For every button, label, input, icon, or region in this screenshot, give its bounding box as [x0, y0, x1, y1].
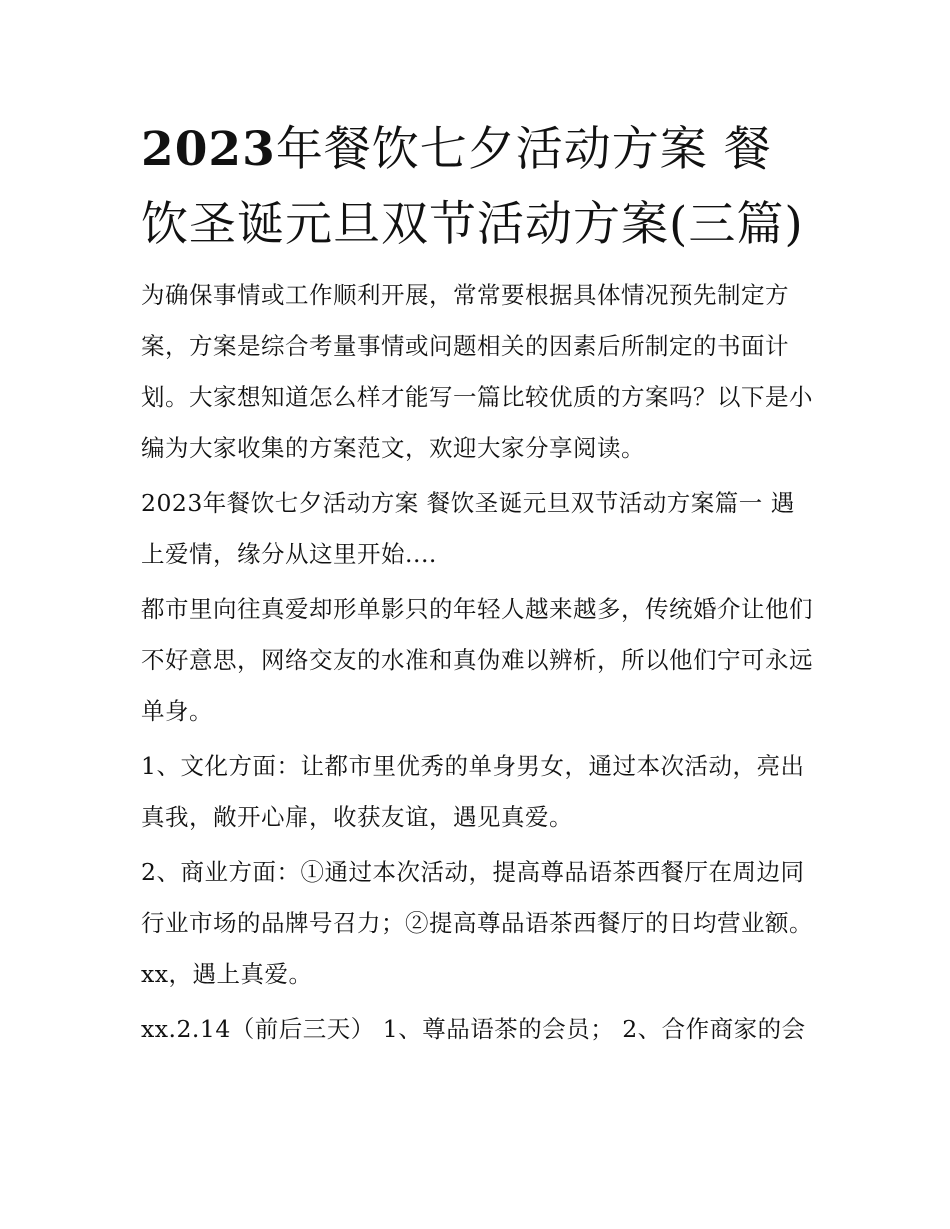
intro-paragraph: 为确保事情或工作顺利开展，常常要根据具体情况预先制定方案，方案是综合考量事情或问题相关的因素后所制定的书面计划。大家想知道怎么样才能写一篇比较优质的方案吗？以下是小编为大家收集的方案范文，欢迎大家分享阅读。	[141, 281, 813, 462]
section-heading-paragraph: 2023年餐饮七夕活动方案 餐饮圣诞元旦双节活动方案篇一 遇上爱情，缘分从这里开始....	[141, 489, 795, 568]
document-page	[141, 112, 817, 1059]
business-goal-paragraph: 2、商业方面：①通过本次活动，提高尊品语茶西餐厅在周边同行业市场的品牌号召力；②提高尊品语茶西餐厅的日均营业额。 xx，遇上真爱。	[141, 858, 813, 988]
culture-goal-paragraph: 1、文化方面：让都市里优秀的单身男女，通过本次活动，亮出真我，敞开心扉，收获友谊，遇见真爱。	[141, 752, 805, 831]
background-paragraph: 都市里向往真爱却形单影只的年轻人越来越多，传统婚介让他们不好意思，网络交友的水准和真伪难以辨析，所以他们宁可永远单身。	[141, 595, 813, 725]
document-title	[141, 112, 817, 262]
title-year: 2023	[141, 122, 276, 177]
date-target-paragraph: xx.2.14（前后三天） 1、尊品语茶的会员； 2、合作商家的会	[141, 1015, 806, 1043]
title-text: 年餐饮七夕活动方案 餐饮圣诞元旦双节活动方案(三篇)	[141, 122, 804, 252]
